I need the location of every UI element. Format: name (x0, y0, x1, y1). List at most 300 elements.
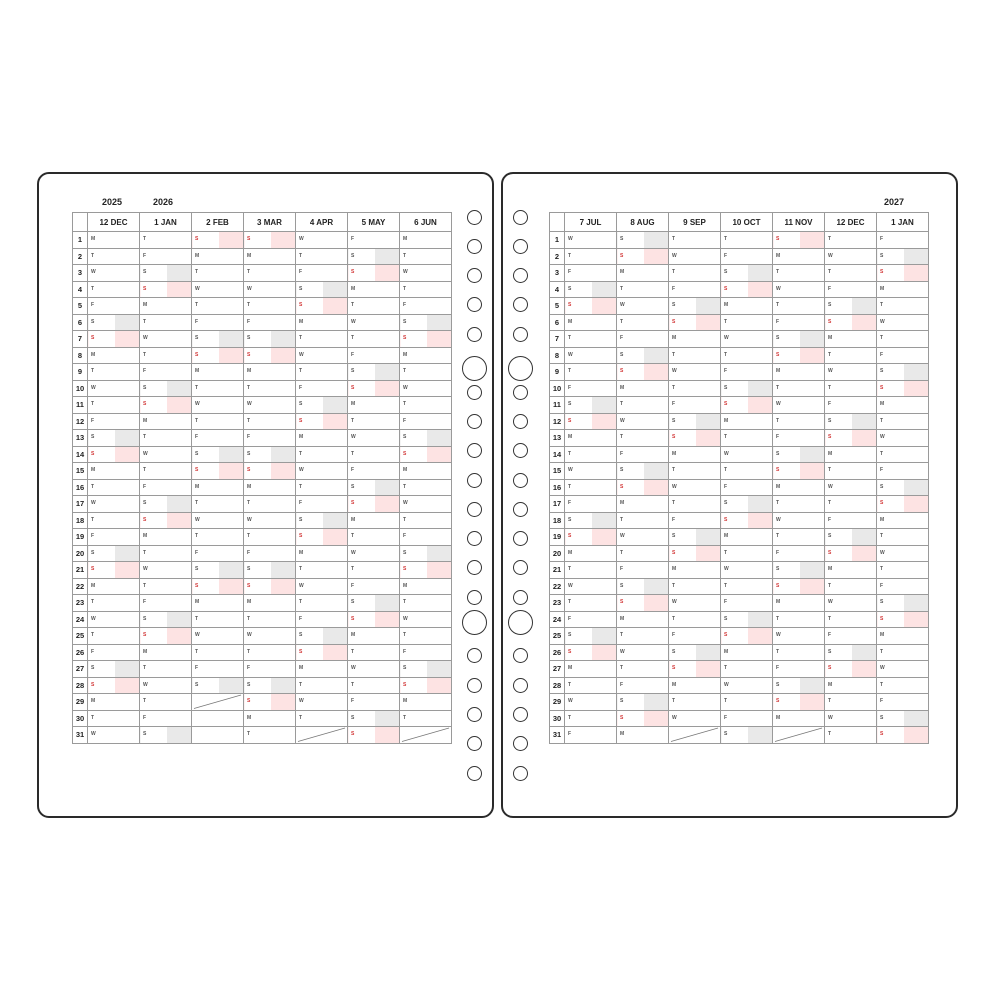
weekday-letter: S (351, 731, 355, 737)
weekday-letter: F (351, 351, 355, 358)
weekday-letter: S (143, 731, 147, 737)
day-cell (296, 611, 348, 628)
day-row (550, 562, 929, 579)
weekday-letter: S (776, 698, 780, 704)
day-cell (773, 628, 825, 645)
day-cell (877, 512, 929, 529)
day-cell (617, 727, 669, 744)
weekday-letter: T (724, 236, 728, 242)
day-number: 24 (550, 611, 565, 628)
weekday-letter: T (195, 384, 199, 391)
day-cell (617, 248, 669, 265)
weekday-letter: W (403, 500, 408, 506)
weekday-letter: S (776, 351, 780, 358)
day-cell (825, 413, 877, 430)
day-row (73, 298, 452, 315)
weekday-letter: S (195, 450, 199, 457)
day-cell (721, 479, 773, 496)
day-cell (296, 694, 348, 711)
day-cell (877, 248, 929, 265)
weekday-letter: S (828, 434, 832, 440)
unused-day-cell (192, 710, 244, 727)
day-number: 23 (73, 595, 88, 612)
weekday-letter: W (672, 714, 677, 721)
day-cell (296, 265, 348, 282)
weekday-letter: M (351, 285, 356, 292)
day-number: 11 (550, 397, 565, 414)
weekday-letter: M (403, 236, 408, 242)
weekday-letter: M (299, 318, 304, 325)
day-row (73, 727, 452, 744)
day-cell (348, 479, 400, 496)
unused-day-cell (192, 727, 244, 744)
day-cell (773, 298, 825, 315)
day-row (550, 578, 929, 595)
day-number: 31 (73, 727, 88, 744)
weekday-letter: T (880, 648, 884, 655)
day-cell (140, 380, 192, 397)
weekday-letter: S (299, 632, 303, 638)
day-row (73, 529, 452, 546)
weekday-letter: S (247, 681, 251, 688)
weekday-letter: T (620, 318, 624, 325)
day-cell (88, 562, 140, 579)
binder-hole (513, 736, 528, 751)
day-row (550, 248, 929, 265)
day-number: 16 (73, 479, 88, 496)
weekday-letter: F (724, 599, 728, 605)
day-cell (400, 529, 452, 546)
weekday-letter: M (247, 368, 252, 374)
weekday-letter: T (299, 681, 303, 688)
day-cell (565, 463, 617, 480)
day-cell (565, 446, 617, 463)
weekday-letter: T (672, 698, 676, 704)
day-cell (617, 232, 669, 249)
binder-hole (467, 648, 482, 663)
weekday-letter: W (672, 368, 677, 374)
day-cell (400, 710, 452, 727)
day-cell (244, 281, 296, 298)
day-row (73, 265, 452, 282)
day-cell (669, 496, 721, 513)
weekday-letter: S (568, 401, 572, 407)
weekday-letter: F (91, 302, 95, 308)
day-cell (140, 413, 192, 430)
day-cell (617, 397, 669, 414)
weekday-letter: M (672, 566, 677, 572)
day-cell (825, 248, 877, 265)
binder-hole (467, 297, 482, 312)
day-number: 28 (73, 677, 88, 694)
weekday-letter: S (91, 450, 95, 457)
day-cell (192, 644, 244, 661)
day-cell (140, 430, 192, 447)
day-row (550, 331, 929, 348)
day-cell (296, 364, 348, 381)
weekday-letter: W (299, 236, 304, 242)
weekday-letter: F (299, 384, 303, 391)
weekday-letter: T (776, 533, 780, 539)
weekday-letter: T (880, 417, 884, 424)
weekday-letter: W (568, 236, 573, 242)
day-cell (721, 496, 773, 513)
day-number: 17 (73, 496, 88, 513)
weekday-letter: F (195, 665, 199, 671)
day-cell (773, 595, 825, 612)
unused-day-cell (296, 727, 348, 744)
month-header: 5 MAY (348, 213, 400, 232)
weekday-letter: T (351, 681, 355, 688)
weekday-letter: T (776, 269, 780, 275)
day-cell (877, 298, 929, 315)
day-cell (400, 347, 452, 364)
day-cell (617, 463, 669, 480)
day-cell (825, 496, 877, 513)
weekday-letter: W (247, 632, 252, 638)
day-cell (244, 727, 296, 744)
day-cell (400, 265, 452, 282)
day-cell (140, 281, 192, 298)
day-cell (669, 611, 721, 628)
day-row (550, 479, 929, 496)
binder-hole (513, 297, 528, 312)
day-cell (721, 265, 773, 282)
weekday-letter: S (620, 351, 624, 358)
weekday-letter: T (351, 417, 355, 424)
weekday-letter: S (672, 533, 676, 539)
day-cell (400, 314, 452, 331)
day-cell (296, 661, 348, 678)
day-cell (773, 347, 825, 364)
day-cell (877, 595, 929, 612)
day-cell (721, 281, 773, 298)
day-cell (669, 512, 721, 529)
weekday-letter: S (828, 318, 832, 325)
weekday-letter: T (620, 401, 624, 407)
weekday-letter: T (299, 368, 303, 374)
day-cell (88, 446, 140, 463)
weekday-letter: F (672, 632, 676, 638)
weekday-letter: S (351, 599, 355, 605)
weekday-letter: W (195, 401, 200, 407)
day-cell (877, 710, 929, 727)
weekday-letter: T (568, 483, 572, 490)
weekday-letter: S (299, 533, 303, 539)
binder-hole (467, 707, 482, 722)
weekday-letter: T (403, 483, 407, 490)
day-number: 2 (73, 248, 88, 265)
day-cell (88, 397, 140, 414)
weekday-letter: S (143, 615, 147, 622)
day-cell (825, 595, 877, 612)
weekday-letter: T (143, 698, 147, 704)
weekday-letter: S (672, 549, 676, 556)
weekday-letter: S (351, 714, 355, 721)
weekday-letter: S (672, 417, 676, 424)
weekday-letter: F (828, 632, 832, 638)
weekday-letter: S (568, 648, 572, 655)
day-row (550, 496, 929, 513)
weekday-letter: S (880, 368, 884, 374)
day-number: 21 (73, 562, 88, 579)
day-cell (88, 496, 140, 513)
day-cell (140, 611, 192, 628)
day-row (73, 446, 452, 463)
day-cell (773, 314, 825, 331)
weekday-letter: W (247, 516, 252, 523)
day-cell (721, 677, 773, 694)
weekday-letter: T (620, 632, 624, 638)
day-cell (669, 694, 721, 711)
weekday-letter: T (776, 384, 780, 391)
weekday-letter: W (568, 582, 573, 589)
weekday-letter: W (776, 632, 781, 638)
day-cell (877, 430, 929, 447)
day-row (73, 281, 452, 298)
weekday-letter: W (568, 467, 573, 473)
day-cell (140, 347, 192, 364)
day-number: 10 (73, 380, 88, 397)
month-header-row (73, 213, 452, 232)
weekday-letter: S (403, 566, 407, 572)
day-cell (244, 380, 296, 397)
day-cell (721, 446, 773, 463)
weekday-letter: S (143, 401, 147, 407)
day-number: 29 (550, 694, 565, 711)
weekday-letter: F (724, 368, 728, 374)
binder-hole (513, 385, 528, 400)
month-header-row (550, 213, 929, 232)
day-cell (296, 512, 348, 529)
day-cell (244, 413, 296, 430)
day-row (73, 479, 452, 496)
day-cell (244, 446, 296, 463)
day-cell (192, 595, 244, 612)
weekday-letter: T (620, 549, 624, 556)
binder-hole (513, 678, 528, 693)
weekday-letter: T (724, 549, 728, 556)
weekday-letter: T (143, 318, 147, 325)
day-cell (140, 727, 192, 744)
weekday-letter: W (403, 615, 408, 622)
day-cell (400, 232, 452, 249)
weekday-letter: S (299, 516, 303, 523)
day-cell (773, 463, 825, 480)
weekday-letter: S (143, 384, 147, 391)
day-row (73, 595, 452, 612)
day-number: 27 (550, 661, 565, 678)
day-cell (877, 661, 929, 678)
weekday-letter: T (724, 665, 728, 671)
weekday-letter: M (91, 351, 96, 358)
weekday-letter: S (299, 648, 303, 655)
binder-hole (467, 385, 482, 400)
day-cell (88, 529, 140, 546)
weekday-letter: W (247, 401, 252, 407)
weekday-letter: T (91, 599, 95, 605)
day-cell (348, 529, 400, 546)
day-cell (140, 562, 192, 579)
day-cell (244, 644, 296, 661)
day-cell (88, 347, 140, 364)
day-cell (877, 677, 929, 694)
day-cell (244, 578, 296, 595)
day-cell (140, 710, 192, 727)
day-number: 5 (550, 298, 565, 315)
day-cell (565, 628, 617, 645)
weekday-letter: T (568, 681, 572, 688)
weekday-letter: T (299, 599, 303, 605)
weekday-letter: M (568, 549, 573, 556)
weekday-letter: S (143, 500, 147, 506)
weekday-letter: T (91, 714, 95, 721)
day-row (550, 430, 929, 447)
day-cell (565, 710, 617, 727)
day-cell (825, 298, 877, 315)
day-cell (296, 397, 348, 414)
day-cell (400, 694, 452, 711)
day-number: 15 (550, 463, 565, 480)
day-cell (877, 545, 929, 562)
weekday-letter: W (299, 582, 304, 589)
weekday-letter: W (828, 714, 833, 721)
weekday-letter: S (195, 681, 199, 688)
day-number: 9 (550, 364, 565, 381)
weekday-letter: W (828, 483, 833, 490)
weekday-letter: T (351, 566, 355, 572)
day-cell (617, 479, 669, 496)
day-row (550, 710, 929, 727)
day-cell (140, 529, 192, 546)
weekday-letter: S (351, 483, 355, 490)
weekday-letter: M (195, 252, 200, 259)
weekday-letter: W (776, 401, 781, 407)
weekday-letter: T (403, 401, 407, 407)
day-row (73, 644, 452, 661)
day-cell (669, 397, 721, 414)
day-number: 21 (550, 562, 565, 579)
weekday-letter: M (568, 434, 573, 440)
binder-hole (513, 531, 528, 546)
day-cell (244, 463, 296, 480)
weekday-letter: M (724, 648, 729, 655)
weekday-letter: M (776, 714, 781, 721)
weekday-letter: W (91, 384, 96, 391)
weekday-letter: S (620, 714, 624, 721)
weekday-letter: S (299, 417, 303, 424)
day-cell (400, 562, 452, 579)
day-number: 4 (73, 281, 88, 298)
day-cell (565, 545, 617, 562)
day-cell (669, 644, 721, 661)
weekday-letter: T (143, 582, 147, 589)
day-cell (192, 331, 244, 348)
day-cell (192, 347, 244, 364)
weekday-letter: S (403, 450, 407, 457)
day-number: 13 (550, 430, 565, 447)
day-number: 14 (550, 446, 565, 463)
day-cell (877, 232, 929, 249)
day-cell (244, 529, 296, 546)
day-cell (192, 248, 244, 265)
day-cell (192, 298, 244, 315)
weekday-letter: S (620, 599, 624, 605)
weekday-letter: M (403, 351, 408, 358)
day-cell (244, 232, 296, 249)
day-cell (825, 364, 877, 381)
weekday-letter: T (828, 582, 832, 589)
day-cell (400, 397, 452, 414)
weekday-letter: M (828, 450, 833, 457)
day-cell (773, 479, 825, 496)
day-cell (877, 265, 929, 282)
weekday-letter: M (299, 549, 304, 556)
day-cell (192, 512, 244, 529)
day-row (550, 628, 929, 645)
day-cell (565, 281, 617, 298)
day-cell (617, 644, 669, 661)
weekday-letter: F (403, 648, 407, 655)
day-cell (773, 248, 825, 265)
day-cell (825, 677, 877, 694)
day-row (550, 727, 929, 744)
weekday-letter: W (672, 599, 677, 605)
weekday-letter: F (620, 566, 624, 572)
day-cell (244, 314, 296, 331)
weekday-letter: S (195, 582, 199, 589)
weekday-letter: M (351, 516, 356, 523)
day-cell (617, 545, 669, 562)
day-cell (825, 331, 877, 348)
weekday-letter: T (568, 252, 572, 259)
weekday-letter: S (776, 467, 780, 473)
day-cell (773, 710, 825, 727)
day-cell (617, 265, 669, 282)
day-cell (773, 611, 825, 628)
day-cell (192, 628, 244, 645)
day-row (550, 661, 929, 678)
day-number: 22 (550, 578, 565, 595)
weekday-letter: F (143, 599, 147, 605)
day-row (550, 364, 929, 381)
binder-hole (513, 210, 528, 225)
day-cell (565, 611, 617, 628)
day-cell (140, 496, 192, 513)
weekday-letter: T (247, 269, 251, 275)
binder-hole (513, 707, 528, 722)
day-number: 9 (73, 364, 88, 381)
weekday-letter: F (143, 252, 147, 259)
weekday-letter: W (403, 384, 408, 391)
day-cell (669, 661, 721, 678)
weekday-letter: T (620, 434, 624, 440)
day-cell (400, 430, 452, 447)
weekday-letter: F (299, 615, 303, 622)
day-cell (192, 265, 244, 282)
weekday-letter: W (828, 252, 833, 259)
day-cell (877, 380, 929, 397)
day-cell (669, 446, 721, 463)
weekday-letter: T (247, 384, 251, 391)
weekday-letter: F (724, 714, 728, 721)
weekday-letter: S (620, 582, 624, 589)
weekday-letter: W (620, 648, 625, 655)
binder-hole (467, 443, 482, 458)
day-number: 10 (550, 380, 565, 397)
day-number: 30 (73, 710, 88, 727)
day-cell (773, 397, 825, 414)
